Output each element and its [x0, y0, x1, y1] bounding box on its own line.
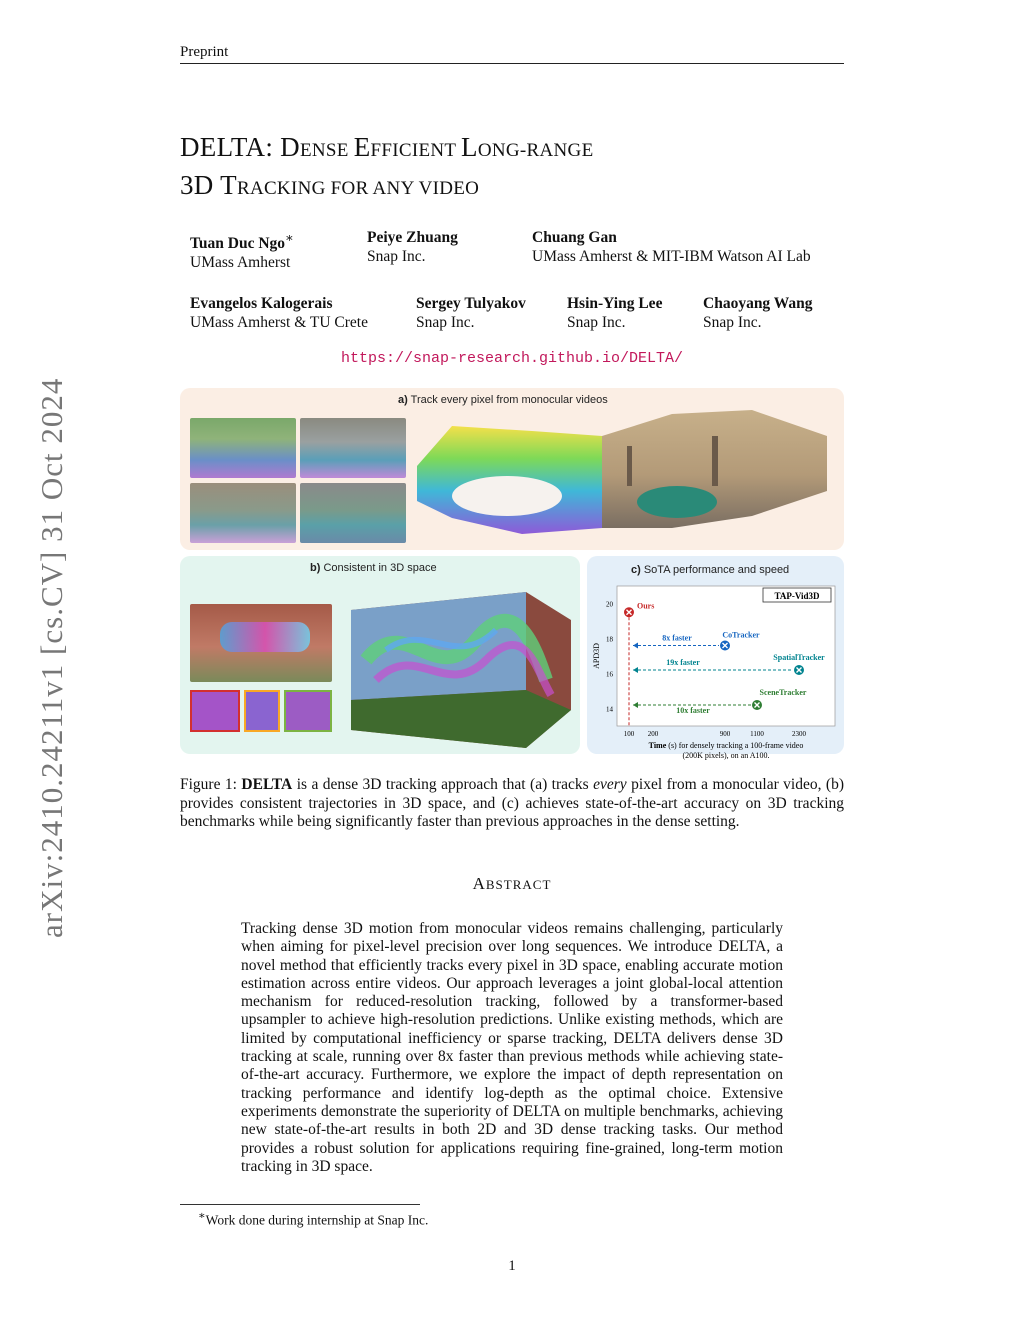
figure-panel-b — [180, 556, 580, 754]
video-frame-thumbnail — [300, 418, 406, 478]
arxiv-stamp: arXiv:2410.24211v1 [cs.CV] 31 Oct 2024 — [34, 377, 69, 938]
author-affiliation: Snap Inc. — [367, 248, 426, 265]
author-name: Chuang Gan — [532, 229, 617, 246]
title-line-1: DELTA: DENSE EFFICIENT LONG-RANGE — [180, 132, 594, 162]
footnote-rule — [180, 1204, 420, 1205]
crop-thumbnail — [190, 690, 240, 732]
y-tick-label: 18 — [606, 635, 613, 644]
point-label: SceneTracker — [759, 688, 807, 697]
video-frame-thumbnail — [300, 483, 406, 543]
crop-thumbnail — [244, 690, 280, 732]
pointcloud-reconstruction-image — [412, 406, 832, 544]
y-axis-label: APD3D — [592, 643, 601, 669]
author-block — [416, 294, 526, 332]
speedup-annotation: 10x faster — [676, 706, 710, 715]
point-label: SpatialTracker — [773, 653, 825, 662]
author-affiliation: Snap Inc. — [416, 314, 475, 331]
y-tick-label: 14 — [606, 705, 613, 714]
page-number: 1 — [508, 1258, 516, 1274]
y-tick-label: 16 — [606, 670, 613, 679]
author-name: Peiye Zhuang — [367, 229, 458, 246]
point-label: CoTracker — [722, 630, 760, 640]
crop-thumbnail — [284, 690, 332, 732]
video-frame-thumbnail — [190, 418, 296, 478]
abstract-body: Tracking dense 3D motion from monocular videos remains challenging, particularly when aiming for pixel-level precision over long sequences. We introduce DELTA, a novel method that efficiently tracks every pixel in 3D space, enabling accurate motion estimation across entire videos. Our approach leverages a joint global-local attention mechanism for reduced-resolution tracking, followed by a transformer-based upsampler to achieve high-resolution predictions. Unlike existing methods, which are limited by computational inefficiency or sparse tracking, DELTA delivers dense 3D tracking at scale, running over 8x faster than previous methods while achieving state-of-the-art accuracy. Furthermore, we explore the impact of depth representation on tracking performance and identify log-depth as the optimal choice. Extensive experiments demonstrate the superiority of DELTA on multiple benchmarks, achieving new state-of-the-art results in both 2D and 3D dense tracking tasks. Our method provides a robust solution for applications requiring fine-grained, long-term motion tracking in 3D space. — [241, 920, 783, 1175]
y-tick-label: 20 — [606, 600, 613, 609]
author-name: Sergey Tulyakov — [416, 295, 526, 312]
x-tick-label: 2300 — [792, 730, 806, 738]
point-label: Ours — [637, 601, 655, 611]
figure-panel-c — [587, 556, 844, 760]
abstract-heading: ABSTRACT — [472, 874, 552, 893]
author-block: Tuan Duc Ngo∗ UMass Amherst — [190, 230, 294, 272]
panel-c-title: c) SoTA performance and speed — [631, 564, 790, 576]
panel-a-title: a) Track every pixel from monocular videos — [398, 394, 608, 406]
author-affiliation: UMass Amherst & MIT-IBM Watson AI Lab — [532, 248, 811, 265]
x-axis-label-line2: (200K pixels), on an A100. — [682, 751, 770, 760]
author-block — [367, 228, 458, 266]
title-line-2: 3D TRACKING FOR ANY VIDEO — [180, 170, 480, 200]
3d-trajectory-visualization — [346, 580, 576, 750]
paper-title — [180, 130, 593, 206]
author-name: Tuan Duc Ngo — [190, 235, 286, 253]
x-tick-label: 100 — [623, 730, 635, 738]
author-block — [703, 294, 813, 332]
figure-caption: Figure 1: DELTA is a dense 3D tracking approach that (a) tracks every pixel from a monocular video, (b) provides consistent trajectories in 3D space, and (c) achieves state-of-the-art accuracy on 3D tracking benchmarks while being significantly faster than previous approaches in the dense setting. — [180, 776, 845, 830]
author-affiliation: UMass Amherst & TU Crete — [190, 314, 368, 331]
performance-speed-chart — [587, 578, 844, 760]
author-block — [190, 294, 368, 332]
graffiti-scene-image — [190, 604, 332, 682]
author-block — [532, 228, 811, 266]
x-tick-label: 200 — [647, 730, 659, 738]
speedup-annotation: 19x faster — [666, 658, 700, 667]
panel-b-title: b) Consistent in 3D space — [310, 562, 437, 574]
author-name: Evangelos Kalogerais — [190, 295, 333, 312]
author-affiliation: Snap Inc. — [567, 314, 626, 331]
running-header: Preprint — [180, 44, 844, 64]
footnote: ∗Work done during internship at Snap Inc. — [198, 1210, 429, 1228]
x-tick-label: 1100 — [750, 730, 764, 738]
chart-title: TAP-Vid3D — [774, 591, 820, 601]
author-name: Hsin-Ying Lee — [567, 295, 663, 312]
project-url-link[interactable]: https://snap-research.github.io/DELTA/ — [340, 350, 684, 367]
x-tick-label: 900 — [719, 730, 731, 738]
figure-panel-a — [180, 388, 844, 550]
video-frame-thumbnail — [190, 483, 296, 543]
speedup-annotation: 8x faster — [662, 633, 692, 643]
author-name: Chaoyang Wang — [703, 295, 813, 312]
x-axis-label: Time (s) for densely tracking a 100-frame video — [648, 741, 804, 750]
author-block — [567, 294, 662, 332]
author-affiliation: UMass Amherst — [190, 254, 291, 272]
author-affiliation: Snap Inc. — [703, 314, 762, 331]
